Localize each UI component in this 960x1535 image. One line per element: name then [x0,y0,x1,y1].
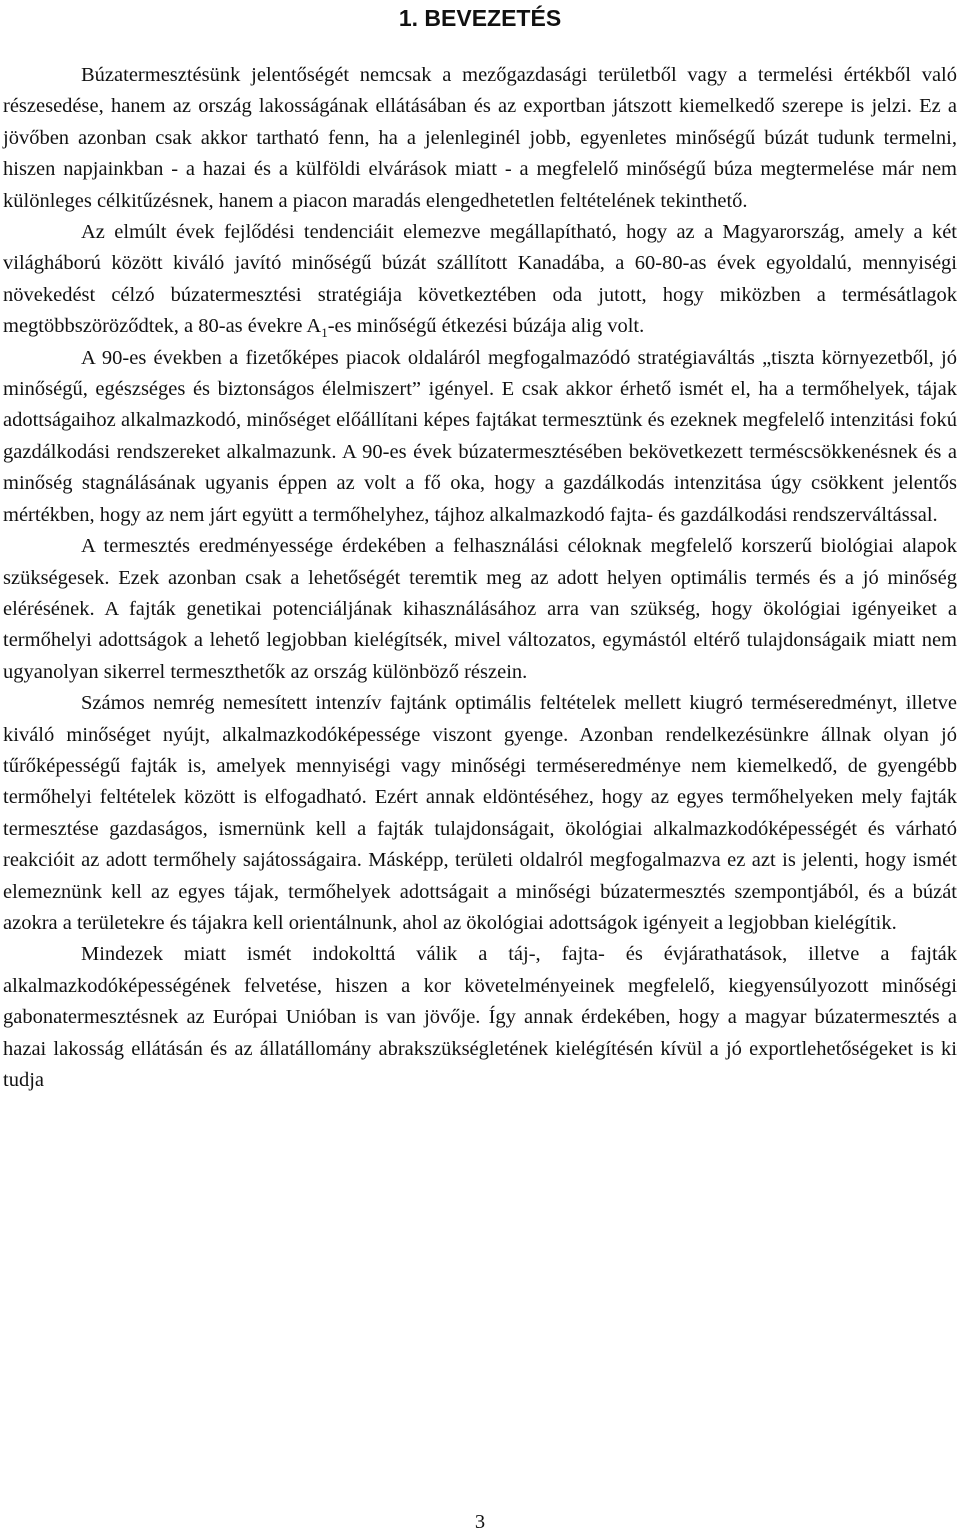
page-number: 3 [474,1511,486,1533]
paragraph [3,217,957,343]
paragraph [3,531,957,688]
paragraph-text: Búzatermesztésünk jelentőségét nemcsak a mezőgazdasági területből vagy a termelési értékből való részesedése, hanem az ország lakosságának ellátásában és az exportban játszott kiemelkedő szerepe is jelzi. Ez a jövőben azonban csak akkor tartható fenn, ha a jelenleginél jobb, egyenletes minőségű búzát tudunk termelni, hiszen napjainkban - a hazai és a külföldi elvárások miatt - a megfelelő minőségű búza megtermelése már nem különleges célkitűzésnek, hanem a piacon maradás elengedhetetlen feltételének tekinthető. [3,64,957,212]
chapter-heading: 1. BEVEZETÉS [398,5,562,31]
subscript: 1 [321,325,328,341]
paragraph [3,60,957,217]
paragraph [3,939,957,1096]
paragraph-text: Számos nemrég nemesített intenzív fajtánk optimális feltételek mellett kiugró terméseredményt, illetve kiváló minőséget nyújt, alkalmazkodóképessége viszont gyenge. Azonban rendelkezésünkre állnak olyan jó tűrőképességű fajták is, amelyek mennyiségi vagy minőségi terméseredménye nem kiemelkedő, de gyengébb termőhelyi feltételek között is elfogadható. Ezért annak eldöntéséhez, hogy az egyes termőhelyeken mely fajták termesztése gazdaságos, ismernünk kell a fajták tulajdonságait, ökológiai alkalmazkodóképességét és várható reakcióit az adott termőhely sajátosságaira. Másképp, területi oldalról megfogalmazva ez azt is jelenti, hogy ismét elemeznünk kell az egyes tájak, termőhelyek adottságait a minőségi búzatermesztés szempontjából, és a búzát azokra a területekre és tájakra kell orientálnunk, ahol az ökológiai adottságok igényeit a legjobban kielégítik. [3,692,957,934]
body-text [3,60,957,1096]
paragraph-text: Mindezek miatt ismét indokolttá válik a táj-, fajta- és évjárathatások, illetve a fajták alkalmazkodóképességének felvetése, hiszen a kor követelményeinek megfelelő, kiegyensúlyozott minőségi gabonatermesztésnek az Európai Unióban is van jövője. Így annak érdekében, hogy a magyar búzatermesztés a hazai lakosság ellátásán és az állatállomány abrakszükségletének kielégítésén kívül a jó exportlehetőségeket is ki tudja [3,943,957,1091]
paragraph-text: A termesztés eredményessége érdekében a felhasználási céloknak megfelelő korszerű biológiai alapok szükségesek. Ezek azonban csak a lehetőségét teremtik meg az adott helyen optimális termés és a jó minőség elérésének. A fajták genetikai potenciáljának kihasználásához arra van szükség, hogy ökológiai igényeiket a termőhelyi adottságok a lehető legjobban kielégítsék, mivel változatos, egymástól eltérő tulajdonságaik miatt nem ugyanolyan sikerrel termeszthetők az ország különböző részein. [3,535,957,683]
paragraph [3,343,957,531]
paragraph-text: -es minőségű étkezési búzája alig volt. [327,315,645,338]
paragraph [3,688,957,939]
paragraph-text: Az elmúlt évek fejlődési tendenciáit elemezve megállapítható, hogy az a Magyarország, amely a két világháború között kiváló javító minőségű búzát szállított Kanadába, a 60-80-as évek egyoldalú, mennyiségi növekedést célzó búzatermesztési stratégiája következtében oda jutott, hogy miközben a termésátlagok megtöbbszöröződtek, a 80-as évekre A [3,221,957,338]
paragraph-text: A 90-es években a fizetőképes piacok oldaláról megfogalmazódó stratégiaváltás „tiszta környezetből, jó minőségű, egészséges és biztonságos élelmiszert” igényel. E csak akkor érhető ismét el, ha a termőhelyek, tájak adottságaihoz alkalmazkodó, minőséget előállítani képes fajtákat termesztünk és ezeknek megfelelő intenzitási fokú gazdálkodási rendszereket alkalmazunk. A 90-es évek búzatermesztésében bekövetkezett terméscsökkenésnek és a minőség stagnálásának ugyanis éppen az volt a fő oka, hogy a gazdálkodás intenzitása úgy csökkent jelentős mértékben, hogy az nem járt együtt a termőhelyhez, tájhoz alkalmazkodó fajta- és gazdálkodási rendszerváltással. [3,346,957,526]
